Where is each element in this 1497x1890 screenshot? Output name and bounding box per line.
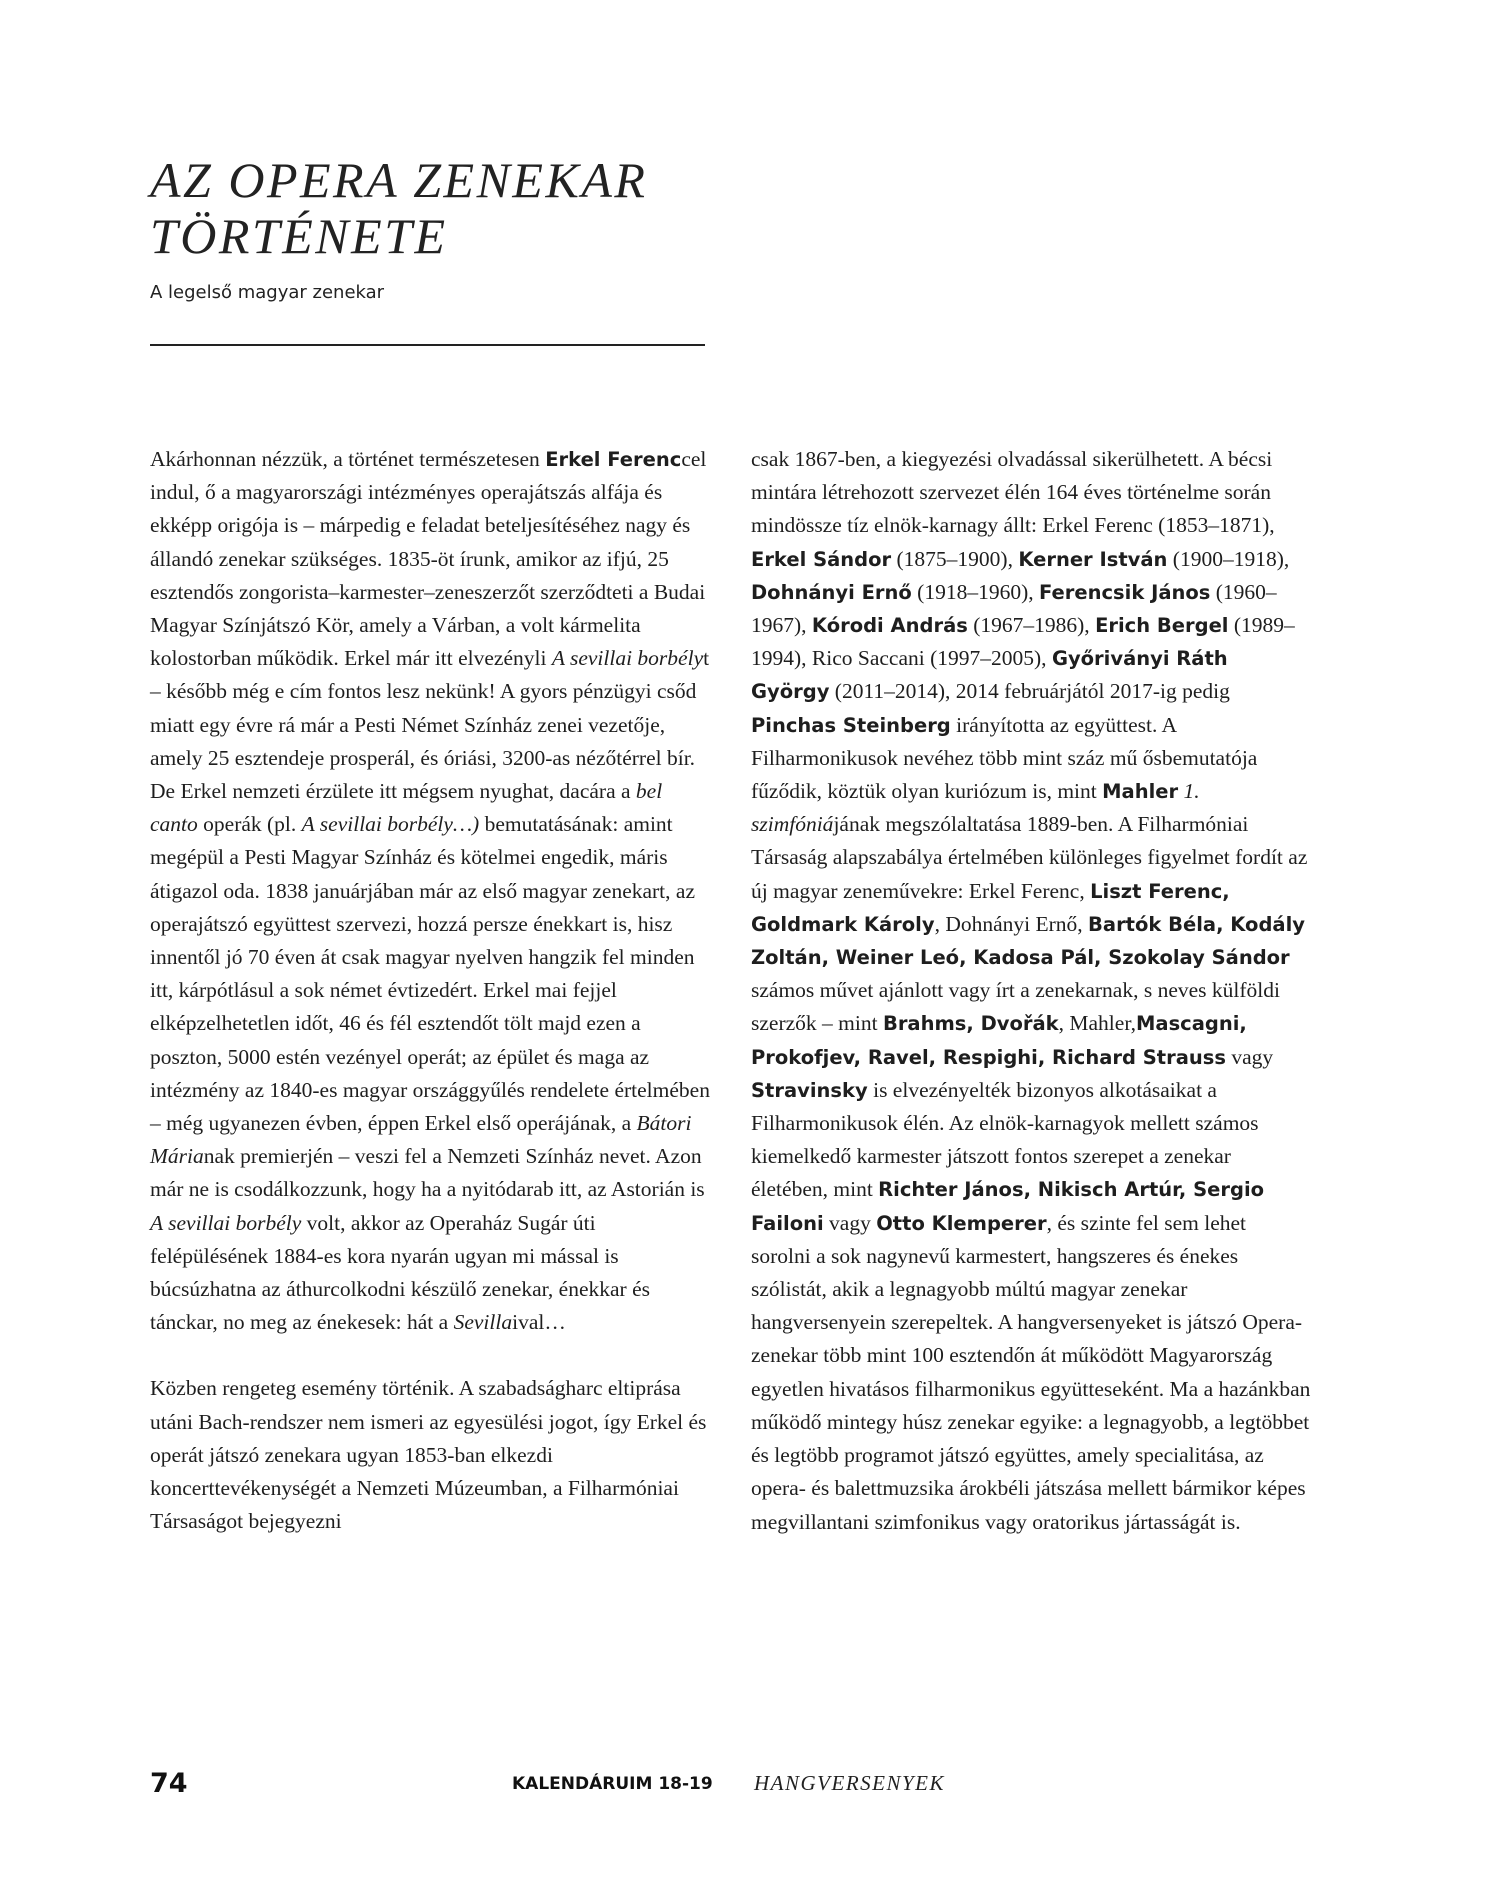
title-line-2: TÖRTÉNETE: [150, 208, 448, 264]
section-name: HANGVERSENYEK: [754, 1771, 945, 1795]
person-name: Stravinsky: [751, 1078, 868, 1102]
text-run: Akárhonnan nézzük, a történet természetesen: [150, 447, 546, 471]
title-divider: [150, 344, 705, 346]
text-run: , és szinte fel sem lehet sorolni a sok nagynevű karmestert, hangszeres és énekes szólistát, akik a legnagyobb múltú magyar zenekar hangversenyein szerepeltek. A hangversenyeket is játszó Opera-zenekar több mint 100 esztendőn át működött Magyarország egyetlen hivatásos filharmonikus együtteseként. Ma a hazánkban működő mintegy húsz zenekar egyike: a legnagyobb, a legtöbbet és legtöbb programot játszó együttes, amely specialitása, az opera- és balettmuzsika árokbéli játszása mellett bármikor képes megvillantani szimfonikus vagy oratorikus jártasságát is.: [751, 1210, 1311, 1534]
text-run: jának megszólaltatása 1889-ben. A Filharmóniai Társaság alapszabálya értelmében különleges figyelmet fordít az új magyar zeneművekre: Erkel Ferenc,: [751, 812, 1308, 903]
body-paragraph: [751, 443, 1311, 1539]
work-title: 1. szimfóniá: [751, 779, 1200, 837]
text-run: (1967–1986),: [967, 613, 1096, 638]
person-name: Erkel Sándor: [751, 547, 892, 571]
text-run: cel indul, ő a magyarországi intézményes operajátszás alfája és ekképp origója is – márpedig e feladat beteljesítéséhez nagy és állandó zenekar szükséges. 1835-öt írunk, amikor az ifjú, 25 esztendős zongorista–karmester–zeneszerzőt szerződteti a Budai Magyar Színjátszó Kör, amely a Várban, a volt kármelita kolostorban működik. Erkel már itt elvezényli: [150, 447, 707, 671]
text-run: csak 1867-ben, a kiegyezési olvadással sikerülhetett. A bécsi mintára létrehozott szervezet élén 164 éves történelme során mindössze tíz elnök-karnagy állt: Erkel Ferenc (1853–1871),: [751, 447, 1275, 538]
work-title: Bátori Mária: [150, 1111, 692, 1169]
person-name: Mahler: [1102, 780, 1179, 804]
body-paragraph: [150, 1372, 710, 1538]
person-name: Mascagni, Prokofjev, Ravel, Respighi, Richard Strauss: [751, 1012, 1247, 1069]
article-subtitle: A legelső magyar zenekar: [150, 282, 385, 303]
text-run: , Mahler,: [1058, 1011, 1136, 1036]
text-run: bemutatásának: amint megépül a Pesti Magyar Színház és kötelmei engedik, máris átigazol oda. 1838 januárjában már az első magyar zenekart, az operajátszó együttest szervezi, hozzá persze énekkart is, hisz innentől jó 70 éven át csak magyar nyelven hangzik fel minden itt, kárpótlásul a sok német évtizedért. Erkel mai fejjel elképzelhetetlen időt, 46 és fél esztendőt tölt majd ezen a poszton, 5000 estén vezényel operát; az épület és maga az intézmény az 1840-es magyar országgyűlés rendelete értelmében – még ugyanezen évben, éppen Erkel első operájának, a: [150, 812, 710, 1136]
text-run: (1918–1960),: [911, 579, 1039, 604]
work-title: A sevillai borbély: [551, 646, 704, 671]
text-run: , Dohnányi Ernő,: [934, 911, 1089, 936]
person-name: Dohnányi Ernő: [751, 580, 912, 604]
person-name: Kerner István: [1018, 547, 1168, 571]
text-run: vagy: [823, 1210, 877, 1235]
person-name: Erich Bergel: [1095, 614, 1229, 638]
work-title: bel canto: [150, 779, 663, 837]
text-run: irányította az együttest. A Filharmonikusok nevéhez több mint száz mű ősbemutatója fűződik, köztük olyan kuriózum is, mint: [751, 712, 1258, 804]
magazine-name: KALENDÁRUIM 18-19: [512, 1774, 713, 1794]
person-name: Brahms, Dvořák: [882, 1012, 1059, 1036]
body-paragraph: [150, 443, 710, 1339]
page-number: 74: [150, 1768, 188, 1799]
work-title: A sevillai borbély…): [301, 812, 480, 837]
person-name: Pinchas Steinberg: [751, 713, 951, 737]
text-run: t – később még e cím fontos lesz nekünk! A gyors pénzügyi csőd miatt egy évre rá már a Pesti Német Színház zenei vezetője, amely 25 esztendeje prosperál, és óriási, 3200-as nézőtérrel bír. De Erkel nemzeti érzülete itt mégsem nyughat, dacára a: [150, 646, 710, 804]
person-name: Kórodi András: [811, 614, 968, 638]
left-column: [150, 443, 710, 1539]
text-run: vagy: [1225, 1044, 1274, 1069]
text-run: is elvezényelték bizonyos alkotásaikat a Filharmonikusok élén. Az elnök-karnagyok mellett számos kiemelkedő karmester játszott fontos szerepet a zenekar életében, mint: [751, 1077, 1259, 1202]
text-run: számos művet ajánlott vagy írt a zenekarnak, s neves külföldi szerzők – mint: [751, 978, 1280, 1036]
work-title: A sevillai borbély: [150, 1210, 302, 1235]
person-name: Otto Klemperer: [876, 1211, 1047, 1235]
person-name: Liszt Ferenc, Goldmark Károly: [751, 879, 1230, 936]
person-name: Richter János, Nikisch Artúr, Sergio Failoni: [751, 1178, 1265, 1235]
title-line-1: AZ OPERA ZENEKAR: [150, 152, 648, 208]
person-name: Győriványi Ráth György: [751, 647, 1228, 704]
text-run: nak premierjén – veszi fel a Nemzeti Színház nevet. Azon már ne is csodálkozzunk, hogy ha a nyitódarab itt, az Astorián is: [150, 1144, 705, 1202]
person-name: Erkel Ferenc: [545, 448, 682, 471]
text-run: operák (pl.: [197, 812, 302, 837]
text-run: Közben rengeteg esemény történik. A szabadságharc eltiprása utáni Bach-rendszer nem ismeri az egyesülési jogot, így Erkel és operát játszó zenekara ugyan 1853-ban elkezdi koncerttevékenységét a Nemzeti Múzeumban, a Filharmóniai Társaságot bejegyezni: [150, 1376, 707, 1534]
article-title: [150, 152, 647, 264]
text-run: (1989–1994), Rico Saccani (1997–2005),: [751, 613, 1295, 671]
text-run: (1900–1918),: [1167, 546, 1290, 571]
person-name: Ferencsik János: [1039, 580, 1211, 604]
right-column: [751, 443, 1311, 1539]
text-run: (1875–1900),: [891, 546, 1019, 571]
text-run: (2011–2014), 2014 februárjától 2017-ig pedig: [829, 679, 1230, 704]
text-run: (1960–1967),: [751, 579, 1277, 638]
person-name: Bartók Béla, Kodály Zoltán, Weiner Leó, Kadosa Pál, Szokolay Sándor: [751, 912, 1305, 970]
text-run: volt, akkor az Operaház Sugár úti felépülésének 1884-es kora nyarán ugyan mi mással is búcsúzhatna az áthurcolkodni készülő zenekar, énekkar és tánckar, no meg az énekesek: hát a: [150, 1210, 650, 1335]
text-run: ival…: [512, 1310, 566, 1335]
work-title: Sevilla: [453, 1310, 513, 1335]
